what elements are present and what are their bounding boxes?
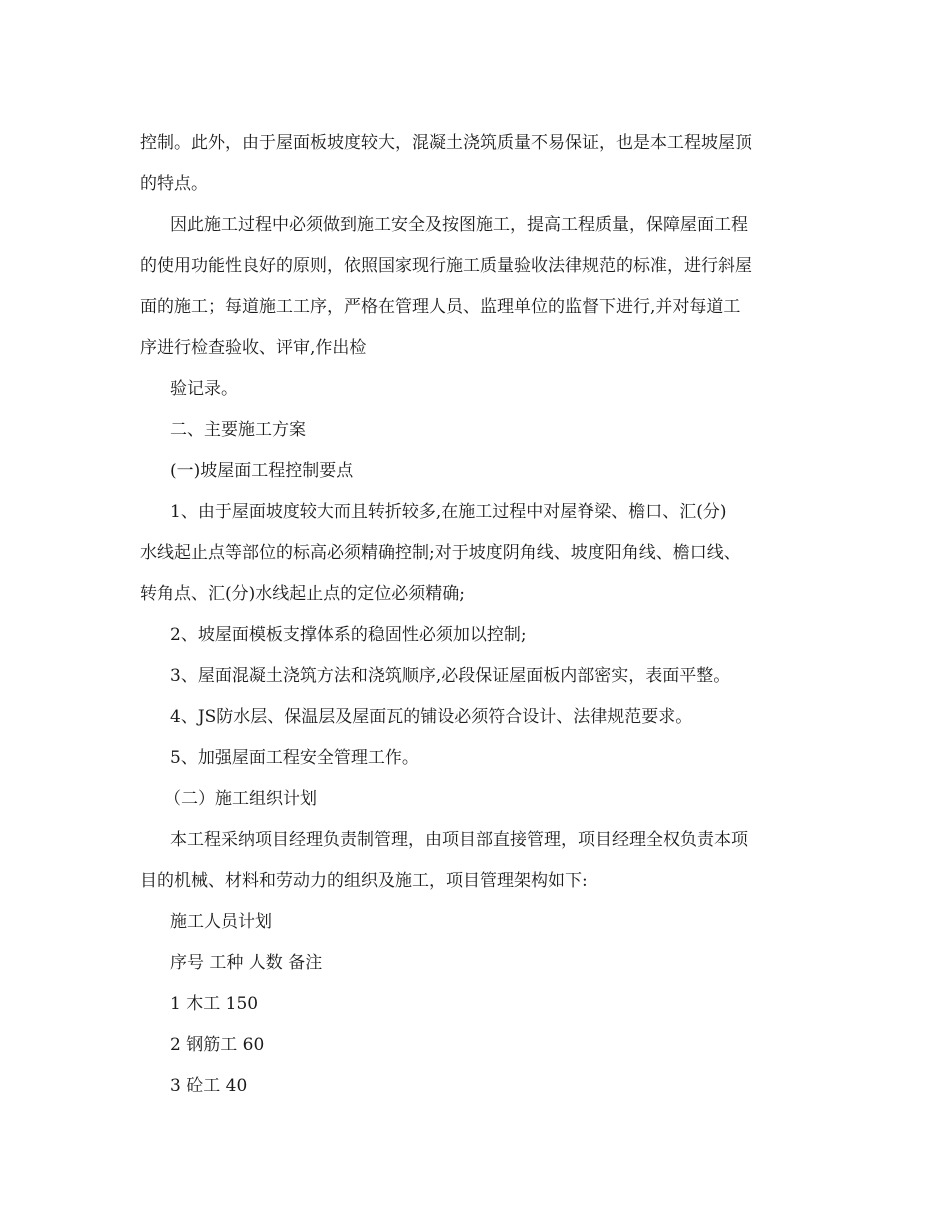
table-row: 3 砼工 40 [170,1076,248,1096]
paragraph-line: 的特点。 [140,174,208,194]
subsection-heading: (一)坡屋面工程控制要点 [170,461,354,481]
list-item-line: 4、JS防水层、保温层及屋面瓦的铺设必须符合设计、法律规范要求。 [170,707,693,727]
paragraph-line: 目的机械、材料和劳动力的组织及施工，项目管理架构如下: [140,871,588,891]
list-item-line: 1、由于屋面坡度较大而且转折较多,在施工过程中对屋脊梁、檐口、汇(分) [170,502,727,522]
list-item-line: 3、屋面混凝土浇筑方法和浇筑顺序,必段保证屋面板内部密实，表面平整。 [170,666,731,686]
section-heading: 二、主要施工方案 [170,420,306,440]
table-row: 2 钢筋工 60 [170,1035,265,1055]
list-item-line: 5、加强屋面工程安全管理工作。 [170,748,419,768]
paragraph-line: 因此施工过程中必须做到施工安全及按图施工，提高工程质量，保障屋面工程 [170,215,748,235]
list-item-line: 2、坡屋面模板支撑体系的稳固性必须加以控制; [170,625,527,645]
list-item-line: 转角点、汇(分)水线起止点的定位必须精确; [140,584,465,604]
table-row: 1 木工 150 [170,994,259,1014]
paragraph-line: 本工程采纳项目经理负责制管理，由项目部直接管理，项目经理全权负责本项 [170,830,748,850]
list-item-line: 水线起止点等部位的标高必须精确控制;对于坡度阴角线、坡度阳角线、檐口线、 [140,543,741,563]
subsection-heading: （二）施工组织计划 [164,789,317,809]
paragraph-line: 面的施工；每道施工工序，严格在管理人员、监理单位的监督下进行,并对每道工 [140,297,741,317]
table-caption: 施工人员计划 [170,912,272,932]
paragraph-line: 的使用功能性良好的原则，依照国家现行施工质量验收法律规范的标准，进行斜屋 [140,256,752,276]
paragraph-line: 序进行检查验收、评审,作出检 [140,338,367,358]
paragraph-line: 验记录。 [170,379,238,399]
paragraph-line: 控制。此外，由于屋面板坡度较大，混凝土浇筑质量不易保证，也是本工程坡屋顶 [140,133,752,153]
table-header-row: 序号 工种 人数 备注 [170,953,323,973]
